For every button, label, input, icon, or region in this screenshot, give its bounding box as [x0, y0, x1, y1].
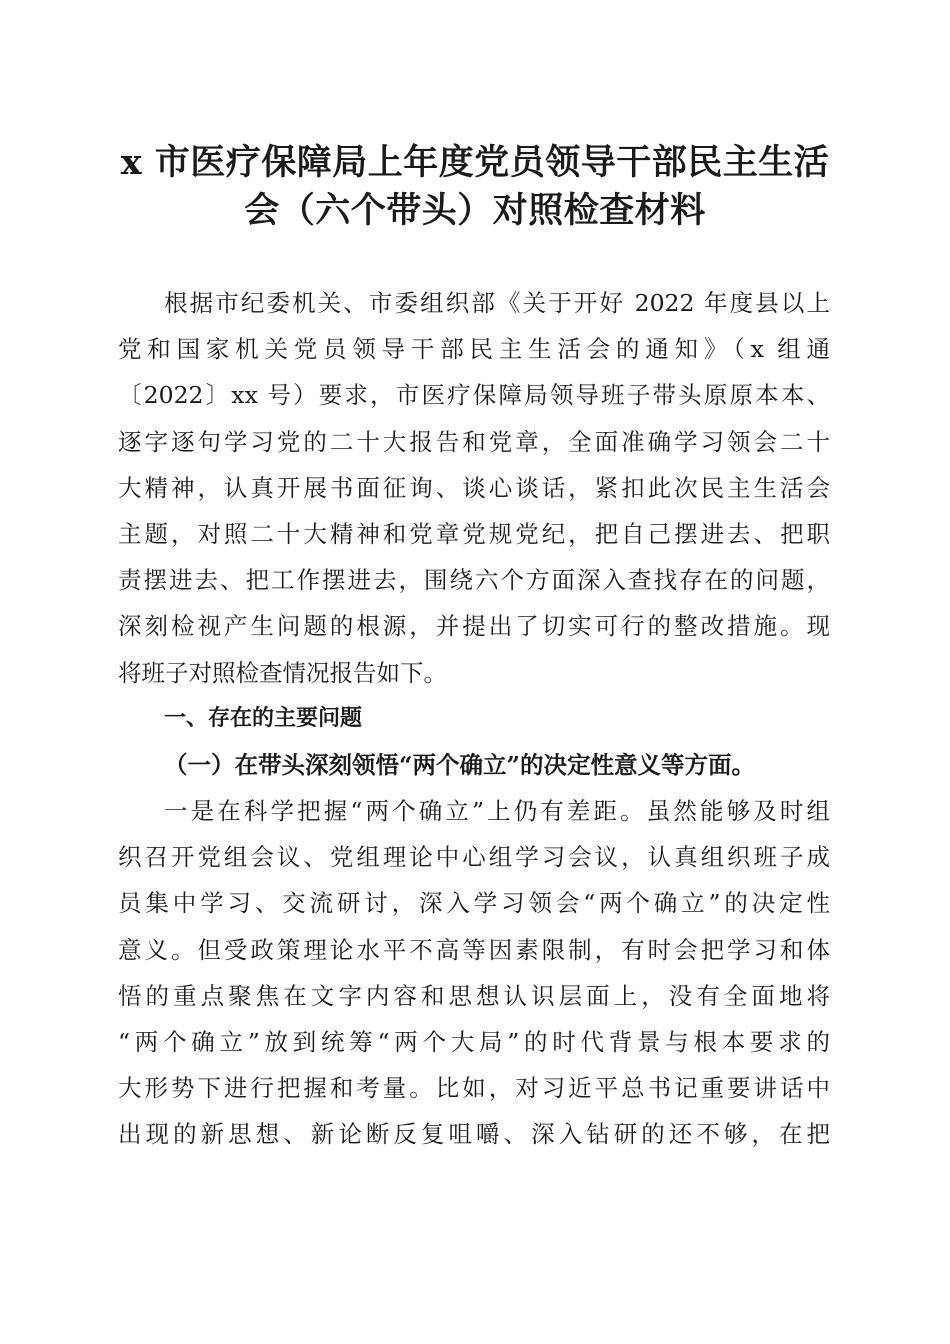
section-heading: 一、存在的主要问题 — [164, 705, 363, 731]
paragraph-line: 悟的重点聚焦在文字内容和思想认识层面上，没有全面地将 — [118, 981, 830, 1010]
paragraph-line: “两个确立”放到统筹“两个大局”的时代背景与根本要求的 — [118, 1028, 830, 1056]
paragraph-line: 根据市纪委机关、市委组织部《关于开好 2022 年度县以上 — [164, 289, 830, 317]
paragraph-line: 深刻检视产生问题的根源，并提出了切实可行的整改措施。现 — [118, 612, 830, 641]
paragraph-line: 大精神，认真开展书面征询、谈心谈话，紧扣此次民主生活会 — [118, 473, 830, 502]
paragraph-line: 主题，对照二十大精神和党章党规党纪，把自己摆进去、把职 — [118, 519, 830, 548]
paragraph-line: 责摆进去、把工作摆进去，围绕六个方面深入查找存在的问题， — [118, 566, 830, 595]
paragraph-line: 员集中学习、交流研讨，深入学习领会“两个确立”的决定性 — [118, 889, 830, 918]
paragraph-line: 将班子对照检查情况报告如下。 — [118, 658, 447, 687]
title-line-2: 会（六个带头）对照检查材料 — [244, 190, 706, 231]
document-body — [118, 280, 830, 1158]
title-line-1: x 市医疗保障局上年度党员领导干部民主生活 — [120, 142, 830, 183]
document-title — [110, 139, 840, 235]
paragraph-line: 〔2022〕xx 号）要求，市医疗保障局领导班子带头原原本本、 — [118, 381, 830, 410]
issue-paragraph — [118, 788, 830, 1158]
paragraph-line: 党和国家机关党员领导干部民主生活会的通知》（x 组通 — [118, 335, 830, 364]
paragraph-line: 意义。但受政策理论水平不高等因素限制，有时会把学习和体 — [118, 935, 830, 964]
paragraph-line: 出现的新思想、新论断反复咀嚼、深入钻研的还不够，在把 — [118, 1120, 830, 1149]
paragraph-line: 大形势下进行把握和考量。比如，对习近平总书记重要讲话中 — [118, 1074, 830, 1103]
paragraph-line: 一是在科学把握“两个确立”上仍有差距。虽然能够及时组 — [164, 797, 830, 826]
paragraph-line: 逐字逐句学习党的二十大报告和党章，全面准确学习领会二十 — [118, 427, 830, 456]
intro-paragraph — [118, 280, 830, 696]
paragraph-line: 织召开党组会议、党组理论中心组学习会议，认真组织班子成 — [118, 843, 830, 872]
subsection-heading: （一）在带头深刻领悟“两个确立”的决定性意义等方面。 — [164, 750, 756, 779]
